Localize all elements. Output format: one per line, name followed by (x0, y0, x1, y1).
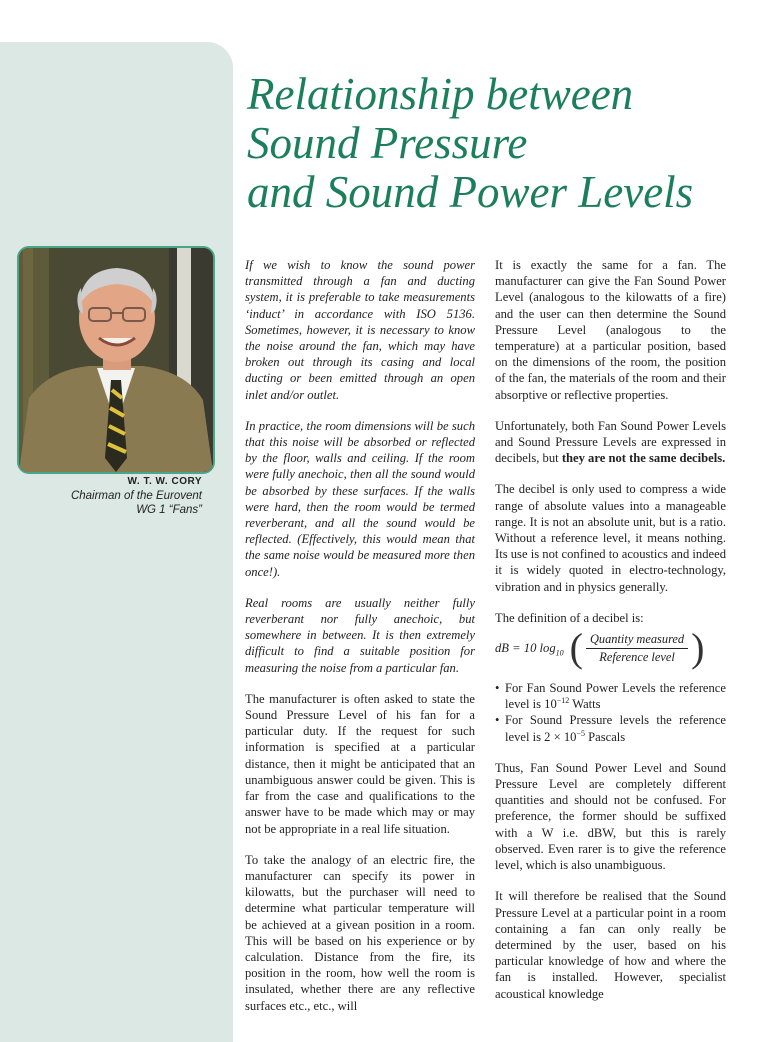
paragraph: To take the analogy of an electric fire, the manufacturer can specify its power in kilowatts, but the purchaser will need to determine what particular temperature will be achieved at a givean position in a room. This will be based on his experience or by calculation. Distance from the fire, its position in the room, how well the room is insulated, whether there are any reflective surfaces etc., etc., will (245, 852, 475, 1013)
paragraph (495, 418, 726, 467)
formula-numerator: Quantity measured (586, 631, 688, 649)
title-line-3: and Sound Power Levels (247, 167, 694, 217)
list-item-unit: Pascals (584, 729, 626, 744)
exponent: −5 (576, 728, 585, 738)
paragraph: Real rooms are usually neither fully reverberant nor fully anechoic, but somewhere in between. It is then extremely difficult to find a suitable position for measuring the noise from a particular fan. (245, 595, 475, 675)
paragraph-text: Unfortunately, both Fan Sound Power Levels and Sound Pressure Levels are expressed in decibels, but (495, 418, 726, 466)
list-item-text: For Sound Pressure levels the reference level is 2 × 10 (505, 713, 726, 744)
emphasis-text: they are not the same decibels. (561, 451, 726, 466)
formula-lhs (495, 640, 564, 656)
decibel-formula (495, 625, 726, 671)
exponent: −12 (556, 696, 570, 706)
author-role-line-2: WG 1 “Fans” (136, 504, 202, 516)
paragraph: If we wish to know the sound power transmitted through a fan and ducting system, it is preferable to take measurements ‘induct’ in accordance with ISO 5136. Sometimes, however, it is necessary to know the noise around the fan, which may have broken out through its casing and local ducting or been emitted through an open inlet and/or outlet. (245, 258, 475, 402)
title-line-2: Sound Pressure (247, 118, 528, 168)
author-name: W. T. W. CORY (127, 476, 202, 487)
formula-denominator: Reference level (599, 649, 675, 664)
sidebar-panel (0, 42, 233, 1042)
paragraph: Thus, Fan Sound Power Level and Sound Pressure Level are completely different quantities and should not be confused. For preference, the former should be suffixed with a W i.e. dBW, but this is rarely observed. Even rarer is to give the reference level, which is also unambiguous. (495, 760, 726, 873)
paragraph: The manufacturer is often asked to state the Sound Pressure Level of his fan for a particular duty. If the request for such information is specified at a particular distance, then it might be anticipated that an unambiguous answer could be given. This is far from the case and qualifications to the answer have to be made which may or may not be appropriate in a real life situation. (245, 691, 475, 836)
author-caption (30, 475, 202, 517)
paragraph: It will therefore be realised that the Sound Pressure Level at a particular point in a room containing a fan can only really be determined by the user, based on his particular knowledge of how and where the fan is installed. However, specialist acoustical knowledge (495, 889, 726, 1001)
author-photo (17, 246, 215, 474)
list-item-text: For Fan Sound Power Levels the reference level is 10 (505, 681, 726, 712)
reference-level-list (495, 680, 726, 745)
formula-log-base: 10 (555, 648, 564, 658)
list-item (495, 712, 726, 744)
formula-lhs-text: dB = 10 log (495, 640, 556, 655)
paragraph: The definition of a decibel is: (495, 610, 644, 625)
title-line-1: Relationship between (247, 69, 634, 119)
paragraph: The decibel is only used to compress a wide range of absolute values into a manageable range. It is not an absolute unit, but is a ratio. Without a reference level, it means nothing. Its use is not confined to acoustics and indeed it is widely quoted in electro-technology, vibration and in physics generally. (495, 482, 726, 594)
text-column-1 (245, 257, 475, 1029)
author-role-line-1: Chairman of the Eurovent (70, 490, 202, 502)
text-column-2 (495, 257, 726, 1017)
paragraph: It is exactly the same for a fan. The manufacturer can give the Fan Sound Power Level (analogous to the kilowatts of a fire) and the user can then determine the Sound Pressure Level (analogous to the temperature) at a particular position, based on the dimensions of the room, the position of the fan, the materials of the room and their absorptive or reflective properties. (495, 258, 726, 402)
formula-paren-left: ( (569, 625, 583, 671)
formula-fraction (583, 631, 691, 666)
paragraph: In practice, the room dimensions will be such that this noise will be absorbed or reflected by the floor, walls and ceiling. If the room were fully anechoic, then all the sound would be absorbed by these surfaces. If the walls were hard, then the room would be termed reverberant, and all the sound would be reflected. (Effectively, this would mean that the same noise would be measured more then once!). (245, 418, 475, 579)
bullet-marker: • (495, 713, 500, 728)
formula-paren-right: ) (691, 625, 705, 671)
bullet-marker: • (495, 681, 500, 696)
article-title (247, 70, 757, 217)
list-item (495, 680, 726, 712)
list-item-unit: Watts (569, 697, 601, 712)
